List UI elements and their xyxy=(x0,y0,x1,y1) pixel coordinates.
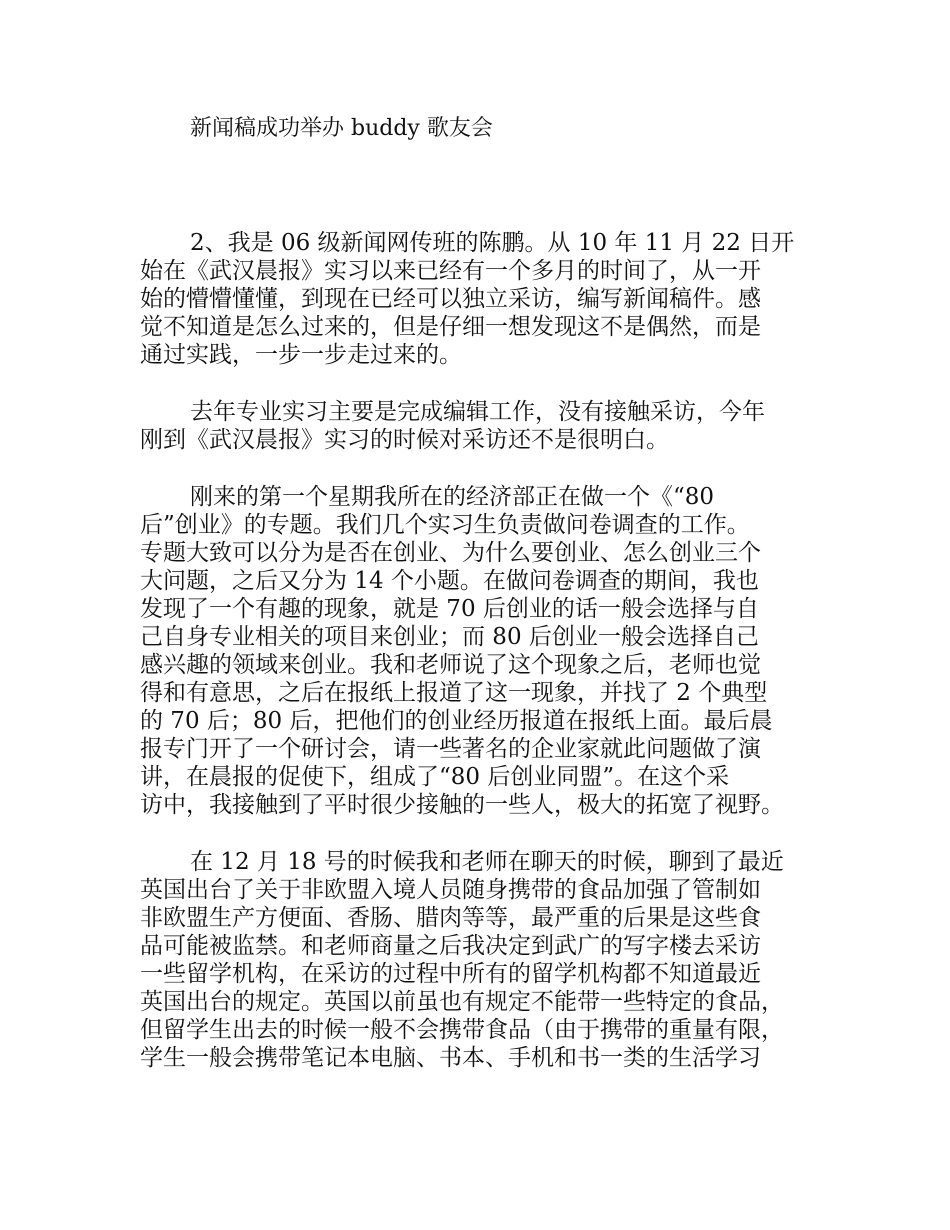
paragraph-3-line-9: 的 70 后；80 后，把他们的创业经历报道在报纸上面。最后晨 xyxy=(140,708,773,734)
paragraph-4-line-1: 在 12 月 18 号的时候我和老师在聊天的时候，聊到了最近 xyxy=(190,849,784,875)
document-title: 新闻稿成功举办 buddy 歌友会 xyxy=(190,116,493,141)
paragraph-4-line-4: 品可能被监禁。和老师商量之后我决定到武广的写字楼去采访 xyxy=(140,933,761,959)
paragraph-4-line-6: 英国出台的规定。英国以前虽也有规定不能带一些特定的食品， xyxy=(140,989,784,1015)
paragraph-4-line-7: 但留学生出去的时候一般不会携带食品（由于携带的重量有限， xyxy=(140,1017,784,1043)
paragraph-2-line-2: 刚到《武汉晨报》实习的时候对采访还不是很明白。 xyxy=(140,427,669,453)
paragraph-2-line-1: 去年专业实习主要是完成编辑工作，没有接触采访，今年 xyxy=(190,399,765,425)
paragraph-3-line-12: 访中，我接触到了平时很少接触的一些人，极大的拓宽了视野。 xyxy=(140,792,784,818)
paragraph-3-line-11: 讲，在晨报的促使下，组成了“80 后创业同盟”。在这个采 xyxy=(140,764,730,790)
paragraph-3-line-7: 感兴趣的领域来创业。我和老师说了这个现象之后，老师也觉 xyxy=(140,652,761,678)
paragraph-3-line-10: 报专门开了一个研讨会，请一些著名的企业家就此问题做了演 xyxy=(140,736,761,762)
paragraph-3-line-5: 发现了一个有趣的现象，就是 70 后创业的话一般会选择与自 xyxy=(140,596,759,622)
paragraph-1-line-2: 始在《武汉晨报》实习以来已经有一个多月的时间了，从一开 xyxy=(140,258,761,284)
paragraph-3-line-1: 刚来的第一个星期我所在的经济部正在做一个《“80 xyxy=(190,484,715,510)
paragraph-3-line-2: 后”创业》的专题。我们几个实习生负责做问卷调查的工作。 xyxy=(140,512,750,538)
paragraph-1-line-4: 觉不知道是怎么过来的，但是仔细一想发现这不是偶然，而是 xyxy=(140,314,761,340)
paragraph-3-line-6: 己自身专业相关的项目来创业；而 80 后创业一般会选择自己 xyxy=(140,624,759,650)
paragraph-4-line-8: 学生一般会携带笔记本电脑、书本、手机和书一类的生活学习 xyxy=(140,1045,761,1071)
paragraph-4-line-3: 非欧盟生产方便面、香肠、腊肉等等，最严重的后果是这些食 xyxy=(140,905,761,931)
paragraph-1-line-3: 始的懵懵懂懂，到现在已经可以独立采访，编写新闻稿件。感 xyxy=(140,286,761,312)
paragraph-4-line-2: 英国出台了关于非欧盟入境人员随身携带的食品加强了管制如 xyxy=(140,877,761,903)
paragraph-3-line-4: 大问题，之后又分为 14 个小题。在做问卷调查的期间，我也 xyxy=(140,568,759,594)
paragraph-3-line-8: 得和有意思，之后在报纸上报道了这一现象，并找了 2 个典型 xyxy=(140,680,768,706)
paragraph-3-line-3: 专题大致可以分为是否在创业、为什么要创业、怎么创业三个 xyxy=(140,540,761,566)
paragraph-1-line-5: 通过实践，一步一步走过来的。 xyxy=(140,342,462,368)
paragraph-1-line-1: 2、我是 06 级新闻网传班的陈鹏。从 10 年 11 月 22 日开 xyxy=(190,230,795,256)
paragraph-4-line-5: 一些留学机构，在采访的过程中所有的留学机构都不知道最近 xyxy=(140,961,761,987)
